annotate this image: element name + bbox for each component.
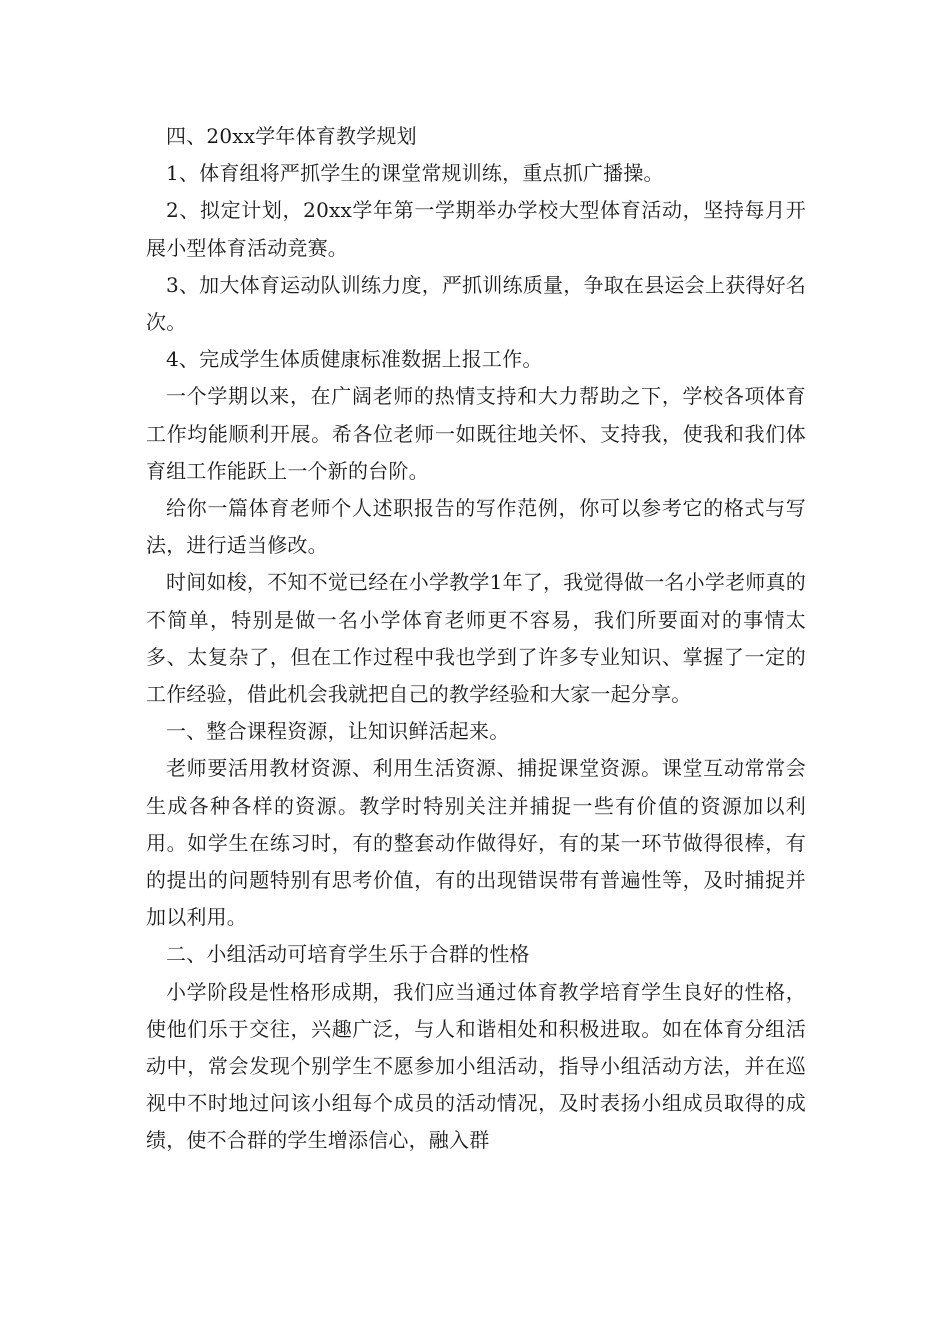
body-paragraph-time: 时间如梭，不知不觉已经在小学教学1年了，我觉得做一名小学老师真的不简单，特别是做一名小学体育老师更不容易，我们所要面对的事情太多、太复杂了，但在工作过程中我也学到了许多专业知识、掌握了一定的工作经验，借此机会我就把自己的教学经验和大家一起分享。 [146,570,806,707]
section-heading-groups: 二、小组活动可培育学生乐于合群的性格 [166,942,530,967]
plan-item-2: 2、拟定计划，20xx学年第一学期举办学校大型体育活动，坚持每月开展小型体育活动竞赛。 [146,198,806,260]
closing-paragraph: 一个学期以来，在广阔老师的热情支持和大力帮助之下，学校各项体育工作均能顺利开展。希各位老师一如既往地关怀、支持我，使我和我们体育组工作能跃上一个新的台阶。 [146,384,806,483]
plan-item-3: 3、加大体育运动队训练力度，严抓训练质量，争取在县运会上获得好名次。 [146,272,806,335]
intro-paragraph: 给你一篇体育老师个人述职报告的写作范例，你可以参考它的格式与写法，进行适当修改。 [146,496,806,558]
plan-item-1: 1、体育组将严抓学生的课堂常规训练，重点抓广播操。 [166,161,664,186]
body-paragraph-resources: 老师要活用教材资源、利用生活资源、捕捉课堂资源。课堂互动常常会生成各种各样的资源。教学时特别关注并捕捉一些有价值的资源加以利用。如学生在练习时，有的整套动作做得好，有的某一环节做得很棒，有的提出的问题特别有思考价值，有的出现错误带有普遍性等，及时捕捉并加以利用。 [146,756,806,930]
plan-item-4: 4、完成学生体质健康标准数据上报工作。 [166,347,543,372]
section-heading-plan: 四、20xx学年体育教学规划 [166,124,417,148]
document-page [146,118,806,1160]
body-paragraph-groups: 小学阶段是性格形成期，我们应当通过体育教学培育学生良好的性格，使他们乐于交往，兴趣广泛，与人和谐相处和积极进取。如在体育分组活动中，常会发现个别学生不愿参加小组活动，指导小组活动方法，并在巡视中不时地过问该小组每个成员的活动情况，及时表扬小组成员取得的成绩，使不合群的学生增添信心，融入群 [146,979,806,1153]
section-heading-resources: 一、整合课程资源，让知识鲜活起来。 [166,719,510,744]
